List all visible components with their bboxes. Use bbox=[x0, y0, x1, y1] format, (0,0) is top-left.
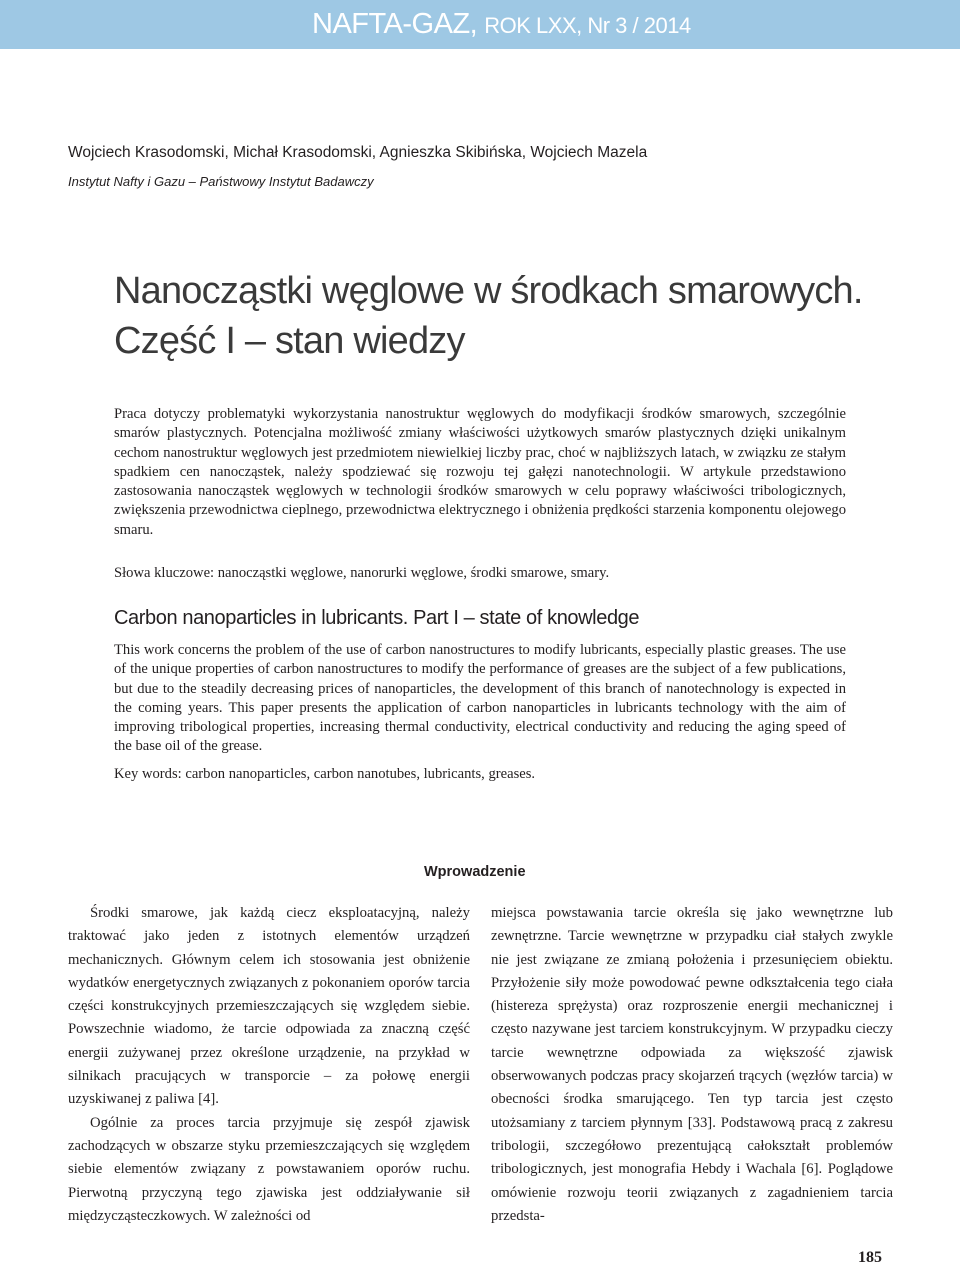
article-title-line-1: Nanocząstki węglowe w środkach smarowych. bbox=[114, 270, 863, 312]
keywords-english: Key words: carbon nanoparticles, carbon nanotubes, lubricants, greases. bbox=[114, 766, 536, 782]
journal-header-bar bbox=[0, 0, 960, 49]
abstract-english: This work concerns the problem of the use of carbon nanostructures to modify lubricants, especially plastic greases. The use of the unique properties of carbon nanostructures to modify the performance of greases are the subject of a few publications, but due to the steadily decreasing prices of nanoparticles, the development of this branch of nanotechnology is expected in the coming years. This paper presents the application of carbon nanoparticles in lubricants technology with the aim of improving tribological properties, increasing thermal conductivity, electrical conductivity and reducing the aging speed of the base oil of the grease. bbox=[114, 642, 846, 755]
body-paragraph: Środki smarowe, jak każdą ciecz eksploatacyjną, należy traktować jako jeden z istotnych elementów urządzeń mechanicznych. Głównym celem ich stosowania jest obniżenie wydatków energetycznych związanych z pokonaniem oporów tarcia części konstrukcyjnych przemieszczających się względem siebie. Powszechnie wiadomo, że tarcie odpowiada za znaczną część energii zużywanej przez określone urządzenie, na przykład w silnikach pracujących w transporcie – za połowę energii uzyskiwanej z paliwa [4]. bbox=[68, 905, 470, 1108]
english-title: Carbon nanoparticles in lubricants. Part I – state of knowledge bbox=[114, 607, 640, 629]
body-column-right bbox=[491, 902, 893, 1228]
journal-name: NAFTA-GAZ, bbox=[312, 8, 478, 40]
journal-header-title bbox=[312, 8, 691, 41]
author-affiliation: Instytut Nafty i Gazu – Państwowy Instytut Badawczy bbox=[68, 174, 374, 189]
article-authors: Wojciech Krasodomski, Michał Krasodomski, Agnieszka Skibińska, Wojciech Mazela bbox=[68, 144, 648, 161]
body-column-left bbox=[68, 902, 470, 1228]
abstract-polish: Praca dotyczy problematyki wykorzystania nanostruktur węglowych do modyfikacji środków smarowych, szczególnie smarów plastycznych. Potencjalna możliwość zmiany właściwości użytkowych smarów plastycznych dzięki unikalnym cechom nanostruktur węglowych jest przedmiotem niewielkiej liczby prac, choć w najbliższych latach, w związku ze stałym spadkiem cen nanocząstek, należy spodziewać się rozwoju tej gałęzi nanotechnologii. W artykule przedstawiono zastosowania nanocząstek węglowych w technologii środków smarowych w celu poprawy właściwości tribologicznych, zwiększenia przewodnictwa cieplnego, przewodnictwa elektrycznego i obniżenia prędkości starzenia komponentu olejowego smaru. bbox=[114, 406, 846, 538]
page-number: 185 bbox=[858, 1249, 882, 1266]
keywords-polish: Słowa kluczowe: nanocząstki węglowe, nanorurki węglowe, środki smarowe, smary. bbox=[114, 565, 610, 581]
journal-issue: ROK LXX, Nr 3 / 2014 bbox=[484, 13, 691, 38]
article-title bbox=[114, 266, 863, 366]
body-paragraph: miejsca powstawania tarcie określa się jako wewnętrzne lub zewnętrzne. Tarcie wewnętrzne w przypadku ciał stałych zwykle nie jest związane ze zmianą położenia i przesunięciem obiektu. Przyłożenie siły może powodować pewne odkształcenia tego ciała (histereza sprężysta) oraz rozproszenie energii mechanicznej i często nazywane jest tarciem konstrukcyjnym. W przypadku cieczy tarcie wewnętrzne odpowiada za większość zjawisk obserwowanych podczas pracy skojarzeń trących (węzłów tarcia) w obecności środka smarującego. Ten typ tarcia jest często utożsamiany z tarciem płynnym [33]. Podstawową pracą z zakresu tribologii, szczegółowo prezentującą całokształt problemów tribologicznych, jest monografia Hebdy i Wachala [6]. Poglądowe omówienie rozwoju teorii związanych z zagadnieniem tarcia przedsta- bbox=[491, 905, 893, 1224]
body-paragraph: Ogólnie za proces tarcia przyjmuje się zespół zjawisk zachodzących w obszarze styku przemieszczających się względem siebie elementów związany z powstawaniem oporów ruchu. Pierwotną przyczyną tego zjawiska jest oddziaływanie sił międzycząsteczkowych. W zależności od bbox=[68, 1114, 470, 1224]
section-heading: Wprowadzenie bbox=[424, 864, 526, 880]
article-title-line-2: Część I – stan wiedzy bbox=[114, 320, 465, 362]
